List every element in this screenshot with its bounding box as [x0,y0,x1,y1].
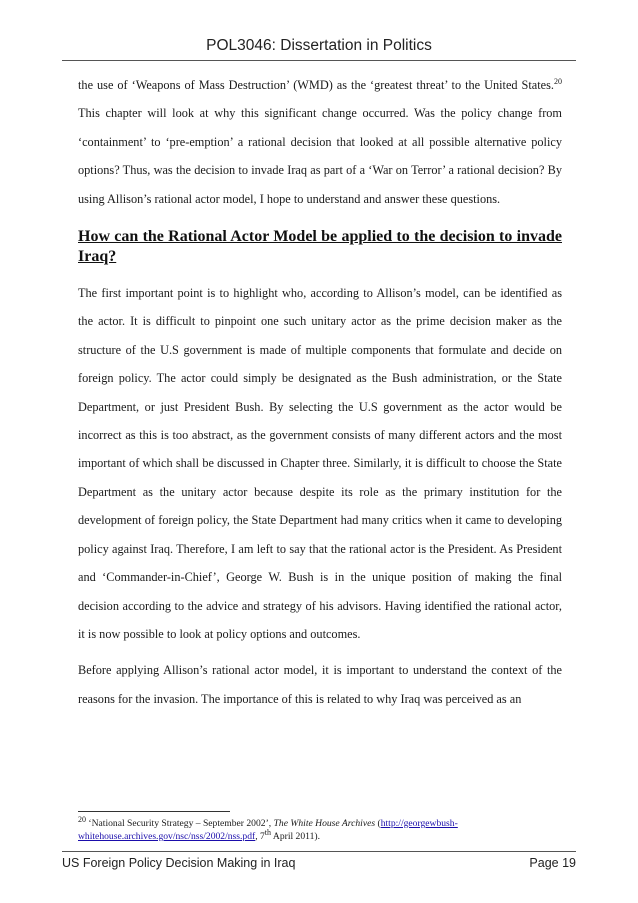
paragraph-actor: The first important point is to highlight who, according to Allison’s model, can be identified as the actor. It is difficult to pinpoint one such unitary actor as the prime decision maker as the structure of the U.S government is made of multiple components that formulate and decide on foreign policy. The actor could simply be designated as the Bush administration, or the State Department, or just President Bush. By selecting the U.S government as the actor would be incorrect as this is too abstract, as the government consists of many different actors and the most important of which shall be discussed in Chapter three. Similarly, it is difficult to choose the State Department as the unitary actor because despite its role as the primary institution for the development of foreign policy, the State Department had many critics when it came to developing policy against Iraq. Therefore, I am left to say that the rational actor is the President. As President and ‘Commander-in-Chief’, George W. Bush is in the unique position of making the final decision according to the advice and strategy of his advisors. Having identified the rational actor, it is now possible to look at policy options and outcomes. [78,286,562,641]
paragraph-context: Before applying Allison’s rational actor model, it is important to understand the context of the reasons for the invasion. The importance of this is related to why Iraq was perceived as an [78,663,562,706]
footnote-text: ‘National Security Strategy – September 2002’, [86,818,274,829]
page-number: Page 19 [529,856,576,870]
footnote-source: The White House Archives [273,818,376,829]
body-text [78,71,562,713]
footnote-link[interactable]: http://georgewbush-whitehouse.archives.gov/nsc/nss/2002/nss.pdf [78,818,458,842]
header-rule [62,60,576,61]
footnote-reference[interactable]: 20 [554,76,562,86]
footnote-rule [78,811,230,812]
footer-rule [62,851,576,852]
paragraph-gap [78,648,562,656]
footnote-end: April 2011). [271,831,320,842]
section-heading: How can the Rational Actor Model be applied to the decision to invade Iraq? [78,228,562,266]
footnote-paren: ( [375,818,381,829]
paragraph-intro-start: the use of ‘Weapons of Mass Destruction’ (WMD) as the ‘greatest threat’ to the United States. [78,78,554,92]
footnote-number: 20 [78,814,86,824]
paragraph-intro-rest: This chapter will look at why this significant change occurred. Was the policy change from ‘containment’ to ‘pre-emption’ a rational decision that looked at all possible alternative policy options? Thus, was the decision to invade Iraq as part of a ‘War on Terror’ a rational decision? By using Allison’s rational actor model, I hope to understand and answer these questions. [78,106,562,206]
running-header: POL3046: Dissertation in Politics [206,37,432,54]
footnote-date: , 7 [255,831,265,842]
footnote [78,814,562,843]
footer-title: US Foreign Policy Decision Making in Iraq [62,856,296,870]
paragraph-intro [78,71,562,213]
footnote-date-suffix: th [264,827,272,837]
